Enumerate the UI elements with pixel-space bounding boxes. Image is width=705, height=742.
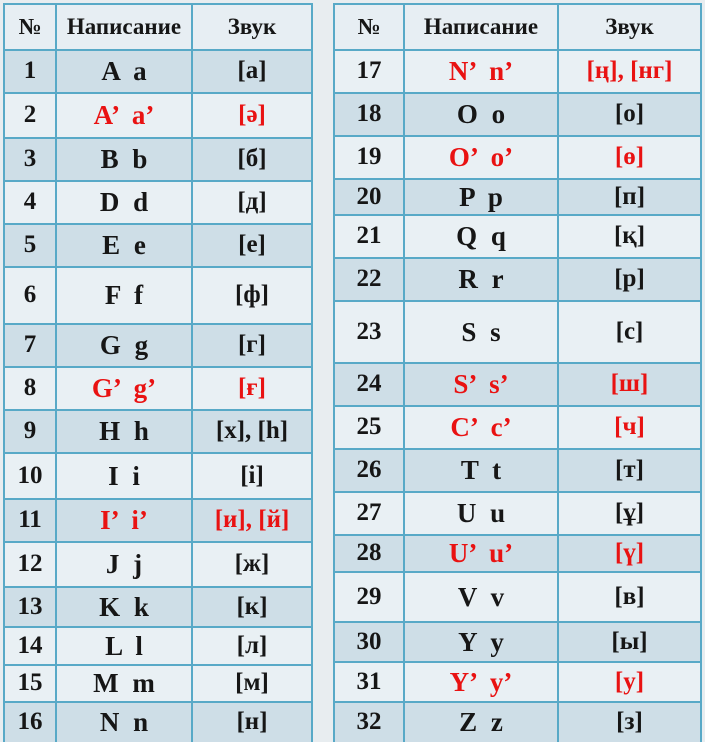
alphabet-row bbox=[4, 367, 312, 410]
row-number-cell: 25 bbox=[334, 406, 404, 449]
sound-cell: [п] bbox=[558, 179, 701, 215]
alphabet-row bbox=[334, 572, 701, 622]
row-number-cell: 27 bbox=[334, 492, 404, 535]
letter-cell: I i bbox=[56, 453, 192, 499]
sound-cell: [т] bbox=[558, 449, 701, 492]
row-number-cell: 9 bbox=[4, 410, 56, 453]
row-number-cell: 2 bbox=[4, 93, 56, 138]
letter-cell: P p bbox=[404, 179, 558, 215]
table-header-row bbox=[334, 4, 701, 50]
letter-cell: S s bbox=[404, 301, 558, 363]
alphabet-row bbox=[334, 622, 701, 662]
row-number-cell: 24 bbox=[334, 363, 404, 406]
letter-cell: C’ c’ bbox=[404, 406, 558, 449]
alphabet-row bbox=[334, 702, 701, 742]
letter-cell: A a bbox=[56, 50, 192, 93]
row-number-cell: 23 bbox=[334, 301, 404, 363]
alphabet-row bbox=[4, 138, 312, 181]
sound-cell: [г] bbox=[192, 324, 312, 367]
alphabet-row bbox=[334, 136, 701, 179]
alphabet-row bbox=[4, 50, 312, 93]
letter-cell: I’ i’ bbox=[56, 499, 192, 542]
letter-cell: R r bbox=[404, 258, 558, 301]
sound-cell: [ө] bbox=[558, 136, 701, 179]
letter-cell: T t bbox=[404, 449, 558, 492]
sound-cell: [у] bbox=[558, 662, 701, 702]
sound-cell: [н] bbox=[192, 702, 312, 742]
row-number-cell: 26 bbox=[334, 449, 404, 492]
alphabet-row bbox=[4, 181, 312, 224]
row-number-cell: 1 bbox=[4, 50, 56, 93]
letter-cell: A’ a’ bbox=[56, 93, 192, 138]
row-number-cell: 19 bbox=[334, 136, 404, 179]
alphabet-row bbox=[334, 449, 701, 492]
letter-cell: D d bbox=[56, 181, 192, 224]
column-header-number: № bbox=[4, 4, 56, 50]
row-number-cell: 18 bbox=[334, 93, 404, 136]
row-number-cell: 14 bbox=[4, 627, 56, 665]
alphabet-row bbox=[334, 492, 701, 535]
alphabet-row bbox=[4, 453, 312, 499]
alphabet-row bbox=[4, 224, 312, 267]
alphabet-row bbox=[334, 406, 701, 449]
letter-cell: U’ u’ bbox=[404, 535, 558, 572]
letter-cell: U u bbox=[404, 492, 558, 535]
sound-cell: [ф] bbox=[192, 267, 312, 324]
letter-cell: O’ o’ bbox=[404, 136, 558, 179]
alphabet-row bbox=[4, 702, 312, 742]
row-number-cell: 30 bbox=[334, 622, 404, 662]
row-number-cell: 8 bbox=[4, 367, 56, 410]
row-number-cell: 6 bbox=[4, 267, 56, 324]
sound-cell: [қ] bbox=[558, 215, 701, 258]
alphabet-row bbox=[334, 93, 701, 136]
letter-cell: K k bbox=[56, 587, 192, 627]
sound-cell: [ш] bbox=[558, 363, 701, 406]
letter-cell: Q q bbox=[404, 215, 558, 258]
row-number-cell: 4 bbox=[4, 181, 56, 224]
sound-cell: [ы] bbox=[558, 622, 701, 662]
letter-cell: E e bbox=[56, 224, 192, 267]
alphabet-rows-17-32 bbox=[334, 50, 701, 742]
column-header-writing: Написание bbox=[56, 4, 192, 50]
row-number-cell: 13 bbox=[4, 587, 56, 627]
row-number-cell: 11 bbox=[4, 499, 56, 542]
letter-cell: N’ n’ bbox=[404, 50, 558, 93]
row-number-cell: 31 bbox=[334, 662, 404, 702]
letter-cell: Y y bbox=[404, 622, 558, 662]
row-number-cell: 12 bbox=[4, 542, 56, 587]
alphabet-rows-1-16 bbox=[4, 50, 312, 742]
alphabet-row bbox=[4, 665, 312, 702]
column-header-number: № bbox=[334, 4, 404, 50]
sound-cell: [с] bbox=[558, 301, 701, 363]
row-number-cell: 3 bbox=[4, 138, 56, 181]
row-number-cell: 17 bbox=[334, 50, 404, 93]
column-header-writing: Написание bbox=[404, 4, 558, 50]
sound-cell: [х], [h] bbox=[192, 410, 312, 453]
sound-cell: [о] bbox=[558, 93, 701, 136]
alphabet-row bbox=[334, 258, 701, 301]
letter-cell: H h bbox=[56, 410, 192, 453]
alphabet-row bbox=[4, 587, 312, 627]
alphabet-row bbox=[334, 301, 701, 363]
alphabet-row bbox=[334, 50, 701, 93]
sound-cell: [д] bbox=[192, 181, 312, 224]
letter-cell: V v bbox=[404, 572, 558, 622]
sound-cell: [р] bbox=[558, 258, 701, 301]
sound-cell: [к] bbox=[192, 587, 312, 627]
alphabet-row bbox=[4, 499, 312, 542]
alphabet-row bbox=[4, 542, 312, 587]
letter-cell: Y’ y’ bbox=[404, 662, 558, 702]
column-header-sound: Звук bbox=[558, 4, 701, 50]
sound-cell: [ч] bbox=[558, 406, 701, 449]
sound-cell: [ұ] bbox=[558, 492, 701, 535]
sound-cell: [ә] bbox=[192, 93, 312, 138]
row-number-cell: 5 bbox=[4, 224, 56, 267]
sound-cell: [л] bbox=[192, 627, 312, 665]
row-number-cell: 22 bbox=[334, 258, 404, 301]
row-number-cell: 7 bbox=[4, 324, 56, 367]
alphabet-row bbox=[334, 662, 701, 702]
sound-cell: [ғ] bbox=[192, 367, 312, 410]
row-number-cell: 29 bbox=[334, 572, 404, 622]
letter-cell: O o bbox=[404, 93, 558, 136]
alphabet-table-left bbox=[3, 3, 313, 742]
letter-cell: Z z bbox=[404, 702, 558, 742]
alphabet-row bbox=[4, 93, 312, 138]
alphabet-row bbox=[334, 363, 701, 406]
letter-cell: G g bbox=[56, 324, 192, 367]
row-number-cell: 15 bbox=[4, 665, 56, 702]
letter-cell: L l bbox=[56, 627, 192, 665]
row-number-cell: 28 bbox=[334, 535, 404, 572]
alphabet-row bbox=[4, 267, 312, 324]
row-number-cell: 16 bbox=[4, 702, 56, 742]
sound-cell: [ж] bbox=[192, 542, 312, 587]
alphabet-row bbox=[334, 535, 701, 572]
row-number-cell: 32 bbox=[334, 702, 404, 742]
letter-cell: F f bbox=[56, 267, 192, 324]
sound-cell: [б] bbox=[192, 138, 312, 181]
alphabet-row bbox=[334, 215, 701, 258]
sound-cell: [и], [й] bbox=[192, 499, 312, 542]
row-number-cell: 21 bbox=[334, 215, 404, 258]
sound-cell: [ү] bbox=[558, 535, 701, 572]
sound-cell: [і] bbox=[192, 453, 312, 499]
letter-cell: S’ s’ bbox=[404, 363, 558, 406]
sound-cell: [ң], [нг] bbox=[558, 50, 701, 93]
alphabet-row bbox=[4, 410, 312, 453]
sound-cell: [е] bbox=[192, 224, 312, 267]
row-number-cell: 20 bbox=[334, 179, 404, 215]
letter-cell: J j bbox=[56, 542, 192, 587]
alphabet-table-right bbox=[333, 3, 702, 742]
sound-cell: [м] bbox=[192, 665, 312, 702]
letter-cell: M m bbox=[56, 665, 192, 702]
letter-cell: B b bbox=[56, 138, 192, 181]
sound-cell: [а] bbox=[192, 50, 312, 93]
column-header-sound: Звук bbox=[192, 4, 312, 50]
sound-cell: [в] bbox=[558, 572, 701, 622]
alphabet-row bbox=[4, 324, 312, 367]
row-number-cell: 10 bbox=[4, 453, 56, 499]
sound-cell: [з] bbox=[558, 702, 701, 742]
letter-cell: N n bbox=[56, 702, 192, 742]
alphabet-row bbox=[4, 627, 312, 665]
table-header-row bbox=[4, 4, 312, 50]
alphabet-row bbox=[334, 179, 701, 215]
letter-cell: G’ g’ bbox=[56, 367, 192, 410]
